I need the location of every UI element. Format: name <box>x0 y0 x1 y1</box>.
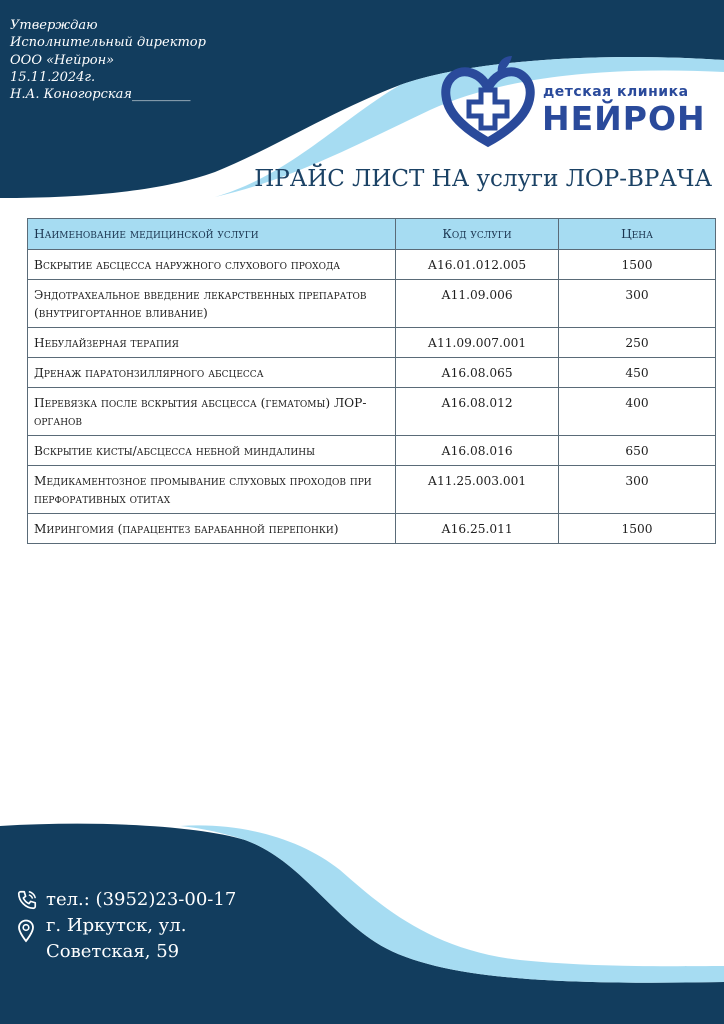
table-row <box>28 328 716 358</box>
approval-line-2: Исполнительный директор <box>10 35 206 51</box>
service-price: 300 <box>559 280 716 328</box>
service-name: Дренаж паратонзиллярного абсцесса <box>28 358 396 388</box>
address-line-1: г. Иркутск, ул. <box>46 915 187 936</box>
table-row <box>28 514 716 544</box>
service-code: А16.08.016 <box>396 436 559 466</box>
phone-icon <box>16 889 38 911</box>
approval-line-1: Утверждаю <box>10 18 98 33</box>
table-row <box>28 388 716 436</box>
service-code: А11.09.006 <box>396 280 559 328</box>
page-title: ПРАЙС ЛИСТ НА услуги ЛОР-ВРАЧА <box>254 166 712 192</box>
phone-text: тел.: (3952)23-00-17 <box>46 889 237 910</box>
contacts-block <box>16 887 236 965</box>
heart-cross-icon <box>440 54 536 154</box>
location-pin-icon <box>16 919 36 943</box>
service-code: А16.01.012.005 <box>396 250 559 280</box>
clinic-logo <box>440 54 724 154</box>
header-service-name: Наименование медицинской услуги <box>28 219 396 250</box>
table-header-row <box>28 219 716 250</box>
service-name: Эндотрахеальное введение лекарственных препаратов (внутригортанное вливание) <box>28 280 396 328</box>
logo-subtitle: детская клиника <box>543 84 689 100</box>
service-name: Мирингомия (парацентез барабанной перепонки) <box>28 514 396 544</box>
approval-line-5: Н.А. Коногорская_________ <box>10 87 191 103</box>
approval-line-4: 15.11.2024г. <box>10 69 96 85</box>
service-name: Медикаментозное промывание слуховых проходов при перфоративных отитах <box>28 466 396 514</box>
price-table <box>27 218 716 544</box>
service-name: Небулайзерная терапия <box>28 328 396 358</box>
table-row <box>28 280 716 328</box>
address-row <box>16 913 236 965</box>
table-row <box>28 466 716 514</box>
service-price: 400 <box>559 388 716 436</box>
logo-name: НЕЙРОН <box>542 99 706 138</box>
table-row <box>28 250 716 280</box>
phone-row <box>16 887 236 913</box>
table-row <box>28 436 716 466</box>
service-name: Вскрытие кисты/абсцесса небной миндалины <box>28 436 396 466</box>
service-code: А11.25.003.001 <box>396 466 559 514</box>
address-line-2: Советская, 59 <box>46 941 180 962</box>
service-price: 1500 <box>559 250 716 280</box>
table-row <box>28 358 716 388</box>
service-price: 650 <box>559 436 716 466</box>
service-code: А16.25.011 <box>396 514 559 544</box>
header-price: Цена <box>559 219 716 250</box>
service-price: 250 <box>559 328 716 358</box>
service-price: 1500 <box>559 514 716 544</box>
service-code: А11.09.007.001 <box>396 328 559 358</box>
service-name: Перевязка после вскрытия абсцесса (гематомы) ЛОР-органов <box>28 388 396 436</box>
service-code: А16.08.065 <box>396 358 559 388</box>
service-code: А16.08.012 <box>396 388 559 436</box>
service-price: 300 <box>559 466 716 514</box>
approval-block <box>10 17 206 103</box>
header-service-code: Код услуги <box>396 219 559 250</box>
service-price: 450 <box>559 358 716 388</box>
approval-line-3: ООО «Нейрон» <box>10 52 115 68</box>
service-name: Вскрытие абсцесса наружного слухового прохода <box>28 250 396 280</box>
